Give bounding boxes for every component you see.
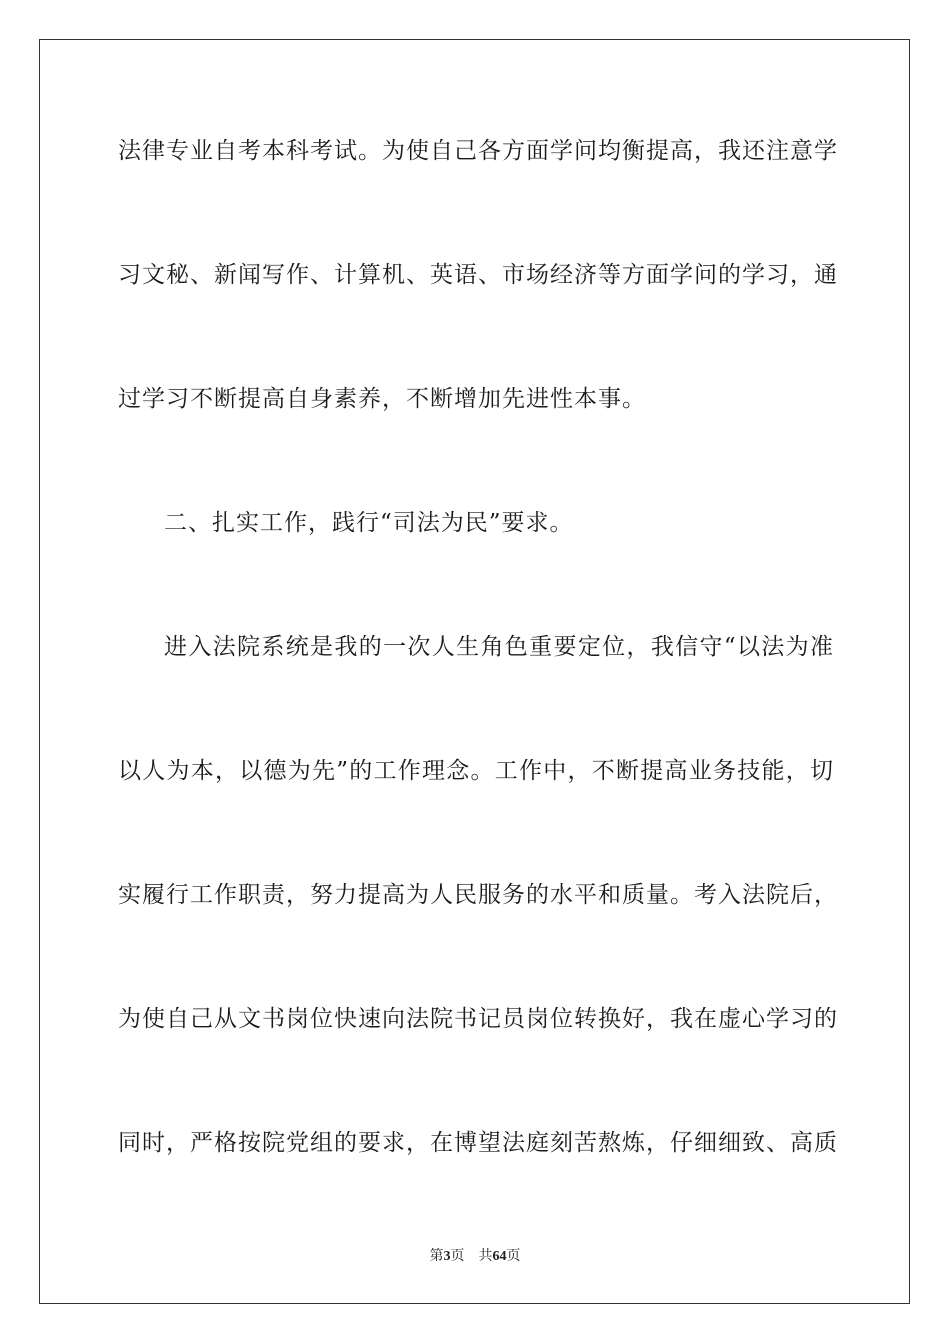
page-suffix: 页 (450, 1249, 465, 1264)
total-prefix: 共 (478, 1249, 493, 1264)
paragraph-line: 同时，严格按院党组的要求，在博望法庭刻苦熬炼，仔细细致、高质 (118, 1130, 838, 1156)
paragraph-line: 过学习不断提高自身素养，不断增加先进性本事。 (118, 386, 646, 412)
paragraph-line: 为使自己从文书岗位快速向法院书记员岗位转换好，我在虚心学习的 (118, 1006, 838, 1032)
page-border (39, 39, 910, 1304)
paragraph-line: 进入法院系统是我的一次人生角色重要定位，我信守“以法为准 (164, 634, 834, 660)
total-suffix: 页 (506, 1249, 521, 1264)
page-number: 3 (443, 1249, 451, 1264)
total-pages: 64 (492, 1249, 507, 1264)
paragraph-line: 习文秘、新闻写作、计算机、英语、市场经济等方面学问的学习，通 (118, 262, 838, 288)
page-footer (0, 1248, 950, 1266)
paragraph-line: 以人为本，以德为先”的工作理念。工作中，不断提高业务技能，切 (118, 758, 834, 784)
page-prefix: 第 (429, 1249, 444, 1264)
section-heading: 二、扎实工作，践行“司法为民”要求。 (164, 510, 574, 536)
paragraph-line: 实履行工作职责，努力提高为人民服务的水平和质量。考入法院后， (118, 882, 838, 908)
paragraph-line: 法律专业自考本科考试。为使自己各方面学问均衡提高，我还注意学 (118, 138, 838, 164)
